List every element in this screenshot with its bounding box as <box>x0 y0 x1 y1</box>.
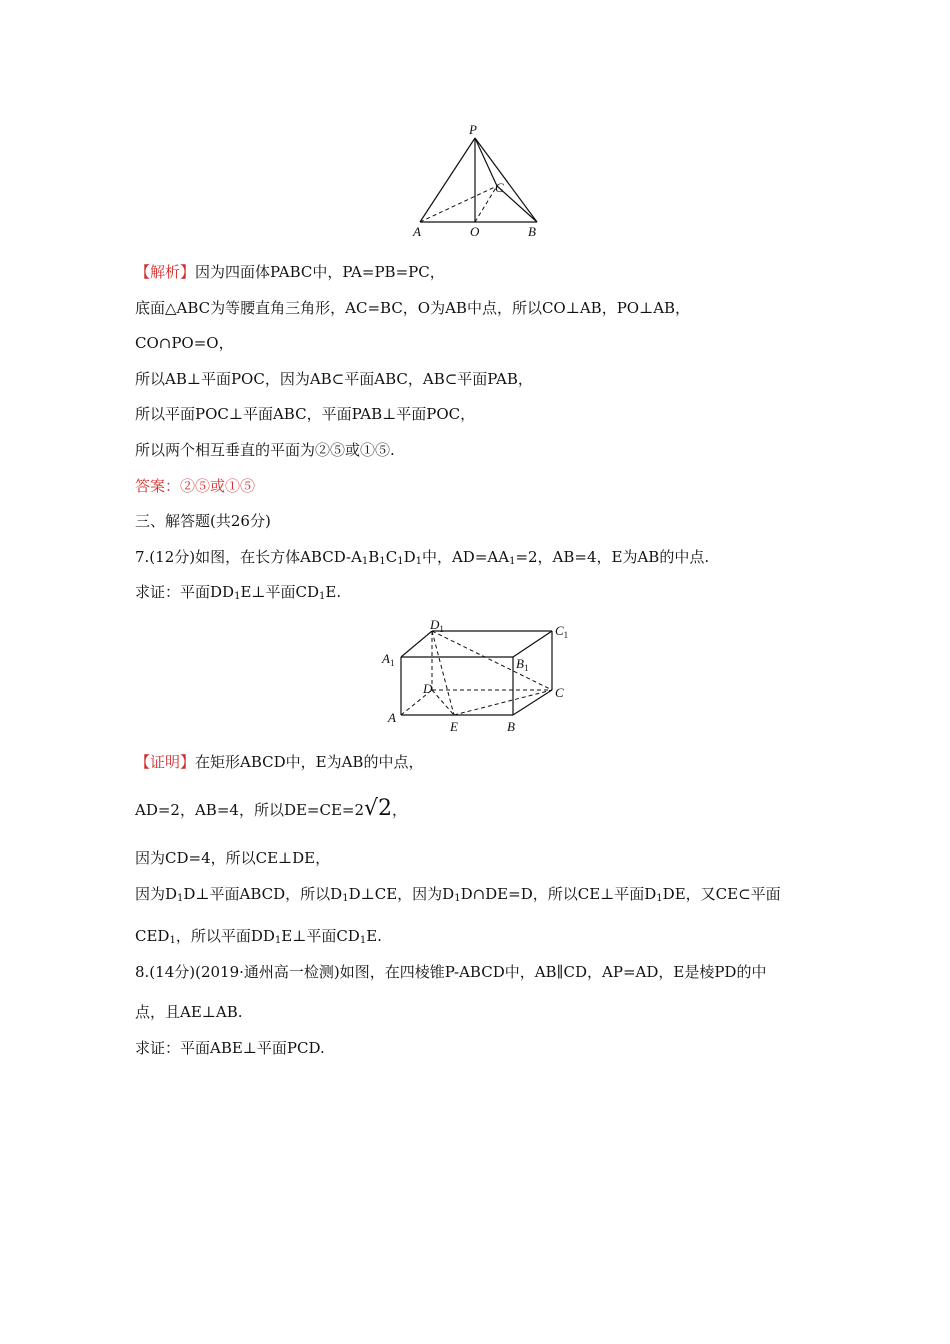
label-a: A <box>413 224 421 239</box>
label-a1: $A_1$ <box>382 651 395 668</box>
analysis-tag: 【解析】 <box>135 263 196 281</box>
analysis-line-5: 所以平面POC⊥平面ABC，平面PAB⊥平面POC， <box>135 405 476 423</box>
edge-a1-d1 <box>401 631 432 657</box>
label-b: B <box>507 719 515 734</box>
label-o: O <box>470 224 480 239</box>
q7-prove: 求证：平面$DD_1E\perp$平面$CD_1E$. <box>135 583 342 602</box>
edge-e-c <box>454 690 552 715</box>
q8-line-2: 点，且AE⊥AB. <box>135 1003 243 1021</box>
edge-b1-c1 <box>513 631 552 657</box>
q8-line-3: 求证：平面ABE⊥平面PCD. <box>135 1039 325 1057</box>
q8-line-1: 8.(14分)(2019·通州高一检测)如图，在四棱锥P-ABCD中，AB∥CD，AP=AD，E是棱PD的中 <box>135 963 767 981</box>
edge-d1-c <box>432 631 552 690</box>
proof-tag: 【证明】 <box>135 753 196 771</box>
analysis-line-2: 底面△ABC为等腰直角三角形，AC=BC，O为AB中点，所以CO⊥AB，PO⊥AB， <box>135 299 691 317</box>
label-c: C <box>555 685 564 700</box>
label-e: E <box>450 719 458 734</box>
proof-line-5: $CED_1$，所以平面$DD_1E\perp$平面$CD_1E$. <box>135 927 382 946</box>
label-d: D <box>423 681 433 696</box>
proof-line-1: 【证明】在矩形ABCD中，E为AB的中点， <box>135 753 424 771</box>
tetrahedron-figure <box>405 122 555 240</box>
answer-line: 答案：②⑤或①⑤ <box>135 477 256 495</box>
q7-stem: 7.(12分)如图，在长方体ABCD-$A_1B_1C_1D_1$中，$AD=AA_1=2$，AB=4，E为AB的中点. <box>135 548 710 567</box>
edge-pc <box>475 138 497 186</box>
label-c1: $C_1$ <box>555 623 569 640</box>
label-a: A <box>388 710 396 725</box>
sqrt-two: √2 <box>364 796 393 821</box>
label-c: C <box>495 180 504 195</box>
proof-line-4: 因为$D_1D\perp$平面ABCD，所以$D_1D\perp CE$，因为$D_1D\cap DE=D$，所以CE⊥平面$D_1DE$，又CE⊂平面 <box>135 885 781 904</box>
label-b: B <box>528 224 536 239</box>
analysis-line-1: 【解析】因为四面体PABC中，PA=PB=PC， <box>135 263 445 281</box>
label-b1: $B_1$ <box>516 656 529 673</box>
cuboid-figure <box>380 618 580 740</box>
label-p: P <box>469 122 477 137</box>
edge-pb <box>475 138 537 222</box>
proof-line-2: AD=2，AB=4，所以DE=CE=2√2， <box>135 796 408 821</box>
analysis-line-6: 所以两个相互垂直的平面为②⑤或①⑤. <box>135 441 395 459</box>
label-d1: $D_1$ <box>430 618 444 634</box>
edge-b-c <box>513 690 552 715</box>
proof-line-3: 因为CD=4，所以CE⊥DE， <box>135 849 331 867</box>
analysis-line-4: 所以AB⊥平面POC，因为AB⊂平面ABC，AB⊂平面PAB， <box>135 370 533 388</box>
section-title: 三、解答题(共26分) <box>135 512 271 530</box>
analysis-line-3: CO∩PO=O， <box>135 334 234 352</box>
